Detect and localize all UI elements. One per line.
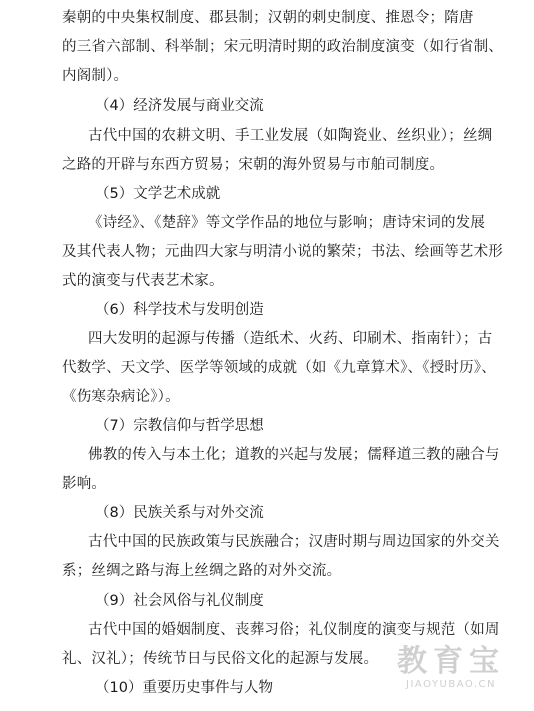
section-heading: （4）经济发展与商业交流 <box>95 98 264 114</box>
section-heading: （6）科学技术与发明创造 <box>95 302 264 318</box>
watermark-logo-text: 教育宝 <box>397 644 505 679</box>
section-heading: （9）社会风俗与礼仪制度 <box>95 593 264 609</box>
paragraph-line: 影响。 <box>62 476 107 492</box>
paragraph-line: 古代中国的农耕文明、手工业发展（如陶瓷业、丝织业）；丝绸 <box>88 128 493 144</box>
paragraph-line: 秦朝的中央集权制度、郡县制；汉朝的刺史制度、推恩令；隋唐 <box>62 10 474 26</box>
paragraph-line: 代数学、天文学、医学等领域的成就（如《九章算术》、《授时历》、 <box>62 360 496 376</box>
watermark-url: JIAOYUBAO.CN <box>406 679 496 690</box>
paragraph-line: 系；丝绸之路与海上丝绸之路的对外交流。 <box>62 563 342 579</box>
paragraph-line: 式的演变与代表艺术家。 <box>62 273 224 289</box>
paragraph-line: 及其代表人物；元曲四大家与明清小说的繁荣；书法、绘画等艺术形 <box>62 244 503 260</box>
section-heading: （8）民族关系与对外交流 <box>95 505 264 521</box>
section-heading: （10）重要历史事件与人物 <box>95 680 273 696</box>
paragraph-line: 《诗经》、《楚辞》等文学作品的地位与影响；唐诗宋词的发展 <box>88 215 486 231</box>
paragraph-line: 古代中国的民族政策与民族融合；汉唐时期与周边国家的外交关 <box>88 534 500 550</box>
section-heading: （5）文学艺术成就 <box>95 186 221 202</box>
paragraph-line: 礼、汉礼）；传统节日与民俗文化的起源与发展。 <box>62 651 379 667</box>
section-heading: （7）宗教信仰与哲学思想 <box>95 418 264 434</box>
paragraph-line: 的三省六部制、科举制；宋元明清时期的政治制度演变（如行省制、 <box>62 39 503 55</box>
paragraph-line: 之路的开辟与东西方贸易；宋朝的海外贸易与市舶司制度。 <box>62 157 445 173</box>
paragraph-line: 内阁制）。 <box>62 68 129 84</box>
paragraph-line: 佛教的传入与本土化；道教的兴起与发展；儒释道三教的融合与 <box>88 447 500 463</box>
paragraph-line: 《伤寒杂病论》）。 <box>62 389 180 405</box>
paragraph-line: 古代中国的婚姻制度、丧葬习俗；礼仪制度的演变与规范（如周 <box>88 622 500 638</box>
watermark-logo <box>386 645 516 697</box>
paragraph-line: 四大发明的起源与传播（造纸术、火药、印刷术、指南针）；古 <box>88 331 493 347</box>
